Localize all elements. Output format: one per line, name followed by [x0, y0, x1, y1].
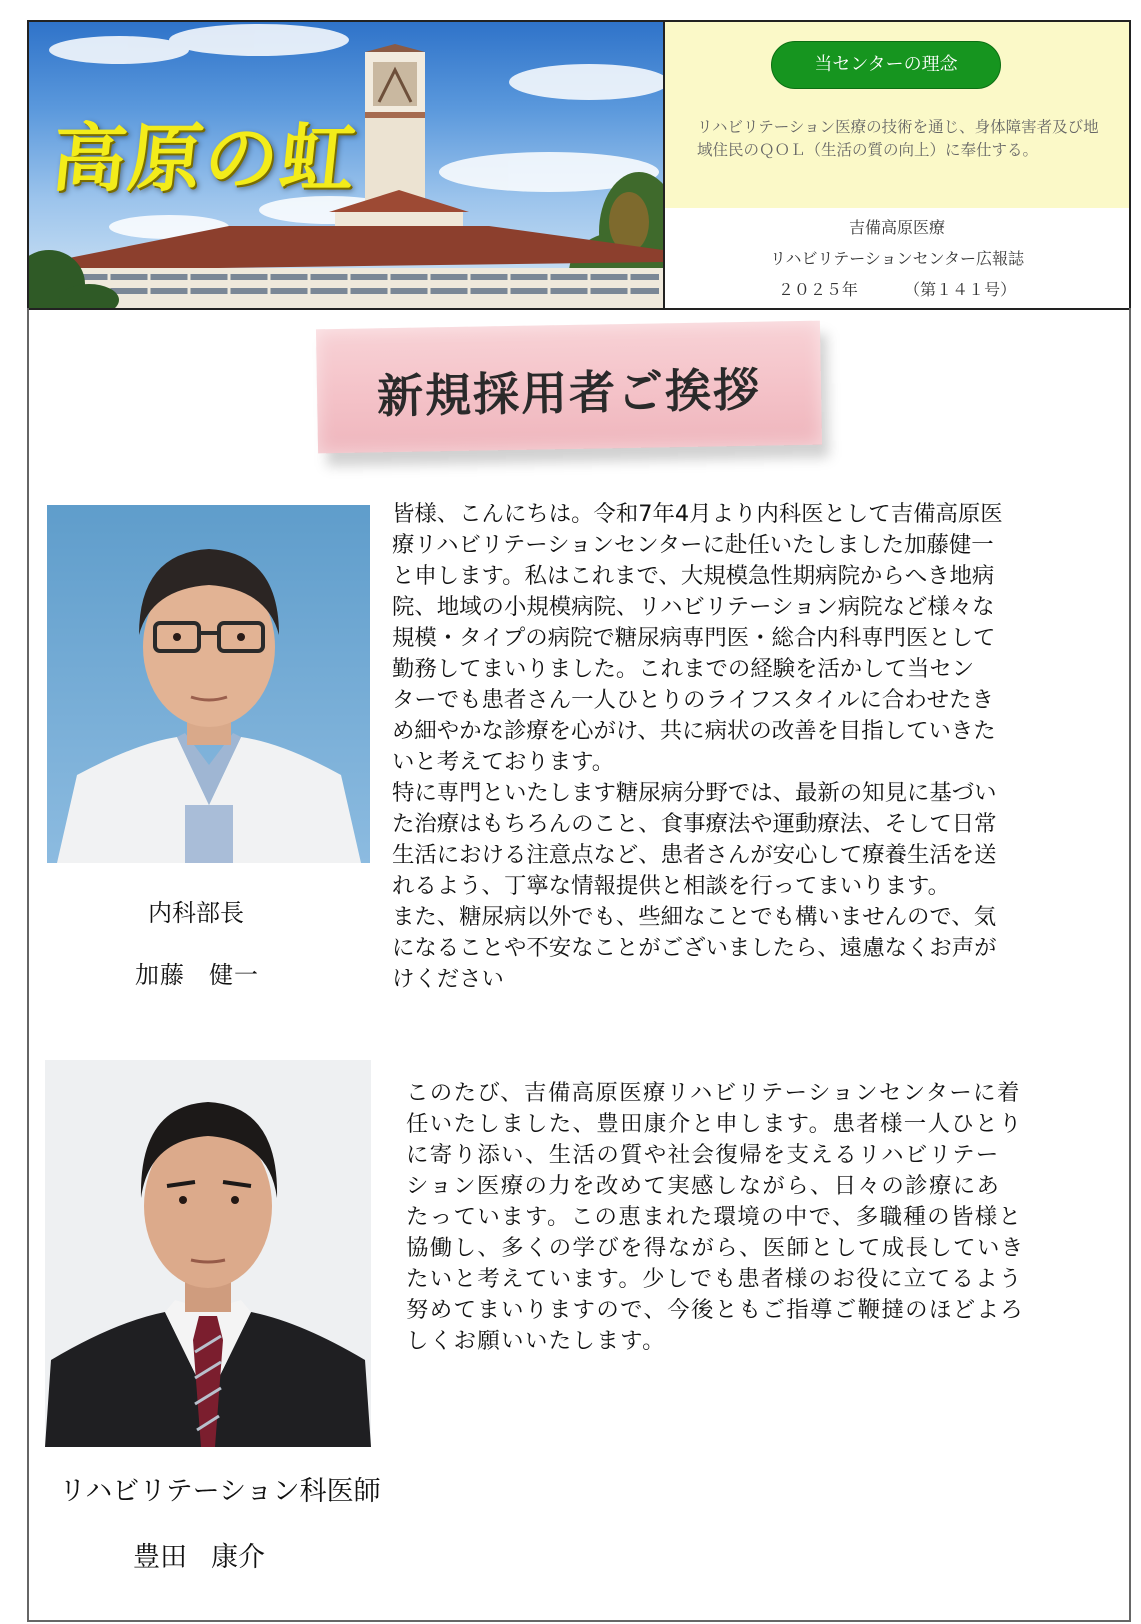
- newsletter-title: 高原の虹: [47, 116, 361, 202]
- header-banner-image: [29, 22, 663, 308]
- family-name: 豊田: [133, 1542, 187, 1573]
- doctor-name-kato: [135, 955, 259, 990]
- doctor-role-toyoda: リハビリテーション科医師: [59, 1476, 381, 1507]
- section-title-banner: [316, 321, 822, 454]
- issue-number: （第１４１号）: [904, 280, 1017, 299]
- section-title: 新規採用者ご挨拶: [376, 362, 762, 424]
- portrait-illustration: [45, 1060, 371, 1447]
- publisher-subtitle: リハビリテーションセンター広報誌: [770, 249, 1024, 268]
- doctor-role-kato: 内科部長: [148, 899, 244, 927]
- given-name: 健一: [209, 961, 259, 989]
- issue-year: ２０２５年: [777, 280, 858, 299]
- portrait-illustration: [47, 505, 370, 863]
- publisher-info: [663, 208, 1129, 308]
- philosophy-badge: 当センターの理念: [771, 41, 1001, 89]
- issue-line: [665, 274, 1129, 305]
- greeting-message-kato: 皆様、こんにちは。令和7年4月より内科医として吉備高原医 療リハビリテーションセンターに赴任いたしました加藤健一 と申します。私はこれまで、大規模急性期病院からへき地病 院、地域の小規模病院、リハビリテーション病院など様々な 規模・タイプの病院で糖尿病専門医・総合内科専門医として 勤務してまいりました。これまでの経験を活かして当セン ターでも患者さん一人ひとりのライフスタイルに合わせたき め細やかな診療を心がけ、共に病状の改善を目指していきた いと考えております。 特に専門といたします糖尿病分野では、最新の知見に基づい た治療はもちろんのこと、食事療法や運動療法、そして日常 生活における注意点など、患者さんが安心して療養生活を送 れるよう、丁寧な情報提供と相談を行ってまいります。 また、糖尿病以外でも、些細なことでも構いませんので、気 になることや不安なことがございましたら、遠慮なくお声が けください: [392, 501, 1003, 992]
- doctor-photo-kato: [47, 505, 370, 863]
- doctor-photo-toyoda: [45, 1060, 371, 1447]
- philosophy-panel: [663, 22, 1129, 208]
- newsletter-header: [27, 20, 1131, 310]
- doctor-name-toyoda: [133, 1535, 265, 1574]
- philosophy-statement: リハビリテーション医療の技術を通じ、身体障害者及び地域住民のＱＯＬ（生活の質の向上）に奉仕する。: [697, 118, 1099, 159]
- family-name: 加藤: [135, 961, 185, 989]
- publisher-name: 吉備高原医療: [848, 218, 945, 237]
- given-name: 康介: [211, 1542, 265, 1573]
- greeting-message-toyoda: このたび、吉備高原医療リハビリテーションセンターに着 任いたしました、豊田康介と申します。患者様一人ひとり に寄り添い、生活の質や社会復帰を支えるリハビリテー ション医療の力を改めて実感しながら、日々の診療にあ たっています。この恵まれた環境の中で、多職種の皆様と 協働し、多くの学びを得ながら、医師として成長していき たいと考えています。少しでも患者様のお役に立てるよう 努めてまいりますので、今後ともご指導ご鞭撻のほどよろ しくお願いいたします。: [406, 1080, 1025, 1354]
